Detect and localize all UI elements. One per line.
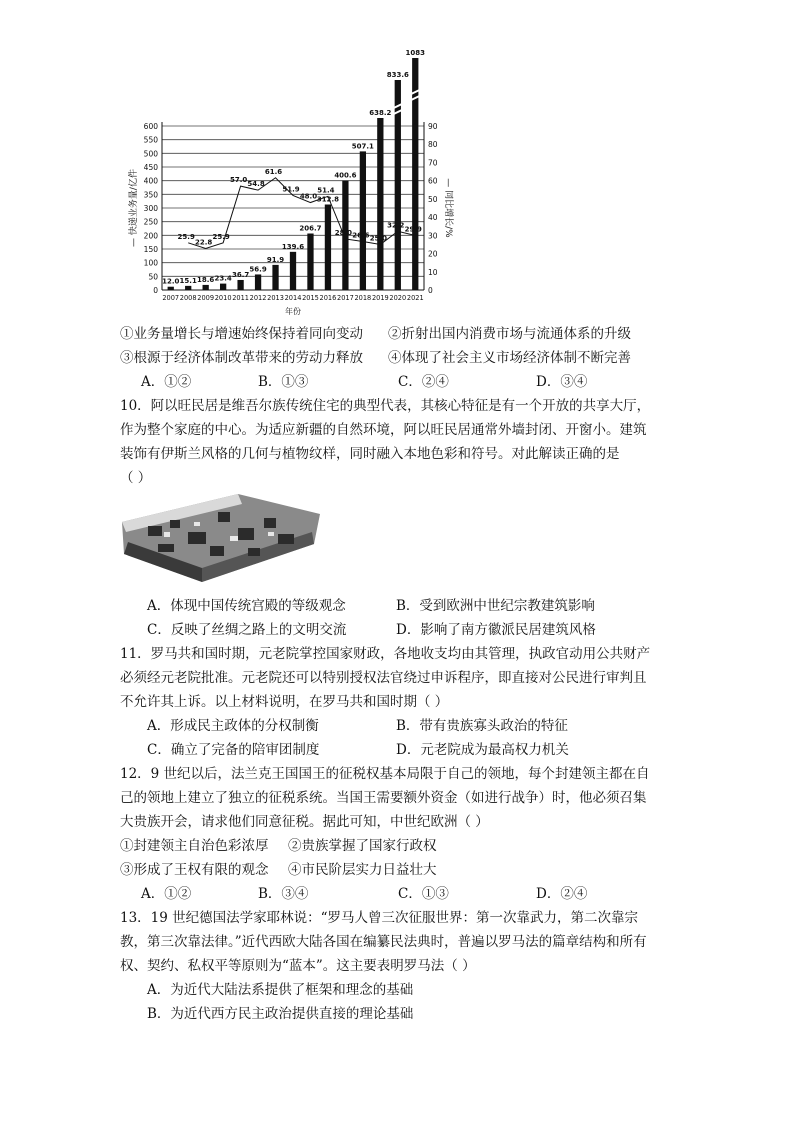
bar-value-label: 12.0 xyxy=(162,277,180,286)
left-tick-label: 400 xyxy=(143,176,158,186)
q12-item-1: ①封建领主自治色彩浓厚 xyxy=(120,838,269,854)
growth-value-label: 51.4 xyxy=(317,186,335,195)
q12-stem-line-2: 己的领地上建立了独立的征税系统。当国王需要额外资金（如进行战争）时，他必须召集 xyxy=(120,790,647,806)
growth-value-label: 26.6 xyxy=(352,231,370,240)
x-tick-label: 2019 xyxy=(371,294,389,302)
bar-2009 xyxy=(203,285,209,290)
growth-value-label: 29.9 xyxy=(404,225,422,234)
right-tick-label: 0 xyxy=(428,286,433,295)
bar-value-label: 91.9 xyxy=(266,255,285,264)
bar-value-label: 1083 xyxy=(405,49,426,57)
growth-value-label: 25.9 xyxy=(177,232,195,241)
bar-2013 xyxy=(272,265,278,290)
left-tick-label: 500 xyxy=(143,149,158,159)
q10-option-a[interactable]: A．体现中国传统宫殿的等级观念 xyxy=(147,598,346,614)
q10-option-d[interactable]: D．影响了南方徽派民居建筑风格 xyxy=(396,622,596,638)
bar-2014 xyxy=(290,252,296,290)
q9-option-b[interactable]: B．①③ xyxy=(258,374,309,390)
right-tick-label: 40 xyxy=(428,213,438,223)
x-tick-label: 2021 xyxy=(406,294,424,302)
x-tick-label: 2013 xyxy=(267,294,284,302)
bar-value-label: 56.9 xyxy=(249,265,267,274)
q11-stem-line-3: 不允许其上诉。以上材料说明，在罗马共和国时期（ ） xyxy=(120,694,449,710)
growth-value-label: 25.9 xyxy=(212,232,230,241)
growth-value-label: 61.6 xyxy=(264,167,283,176)
chart-bars xyxy=(168,58,420,290)
q12-item-3: ③形成了王权有限的观念 xyxy=(120,862,269,878)
q9-item-2: ②折射出国内消费市场与流通体系的升级 xyxy=(388,326,631,342)
x-tick-label: 2017 xyxy=(337,294,354,302)
q13-option-b[interactable]: B．为近代西方民主政治提供直接的理论基础 xyxy=(147,1006,414,1022)
growth-value-label: 25.0 xyxy=(369,234,387,243)
right-tick-label: 50 xyxy=(428,194,438,204)
right-tick-label: 30 xyxy=(428,231,438,241)
right-tick-label: 60 xyxy=(428,176,438,186)
bar-value-label: 23.4 xyxy=(214,274,232,283)
growth-value-label: 32.2 xyxy=(387,221,405,230)
growth-value-label: 51.9 xyxy=(282,185,300,194)
q10-stem-line-2: 作为整个家庭的中心。为适应新疆的自然环境，阿以旺民居通常外墙封闭、开窗小。建筑 xyxy=(120,422,647,438)
x-tick-label: 2014 xyxy=(284,294,302,302)
q10-option-c[interactable]: C．反映了丝绸之路上的文明交流 xyxy=(147,622,347,638)
q12-option-b[interactable]: B．③④ xyxy=(258,886,309,902)
x-tick-label: 2015 xyxy=(302,294,319,302)
left-tick-label: 200 xyxy=(143,231,158,241)
q13-stem-line-3: 权、契约、私权平等原则为“蓝本”。这主要表明罗马法（ ） xyxy=(120,958,476,974)
q12-item-2: ②贵族掌握了国家行政权 xyxy=(288,838,437,854)
x-tick-label: 2009 xyxy=(197,294,215,302)
bar-2016 xyxy=(325,205,331,290)
q12-option-a[interactable]: A．①② xyxy=(141,886,192,902)
q10-option-b[interactable]: B．受到欧洲中世纪宗教建筑影响 xyxy=(396,598,595,614)
bar-value-label: 206.7 xyxy=(299,224,322,233)
growth-value-label: 28.0 xyxy=(334,228,353,237)
bar-2007 xyxy=(168,287,174,290)
x-tick-label: 2012 xyxy=(249,294,267,302)
right-tick-label: 20 xyxy=(428,249,438,259)
express-volume-chart xyxy=(0,0,793,330)
right-tick-label: 10 xyxy=(428,267,438,277)
q13-stem-line-2: 教，第三次靠法律。”近代西欧大陆各国在编纂民法典时，普遍以罗马法的篇章结构和所有 xyxy=(120,934,647,950)
x-tick-label: 2016 xyxy=(319,294,337,302)
right-axis-title: — 同比增长/% xyxy=(443,178,453,238)
bar-2018 xyxy=(360,151,366,290)
bar-value-label: 507.1 xyxy=(351,142,374,151)
left-tick-label: 250 xyxy=(143,217,158,227)
left-tick-label: 350 xyxy=(143,190,158,200)
bar-2008 xyxy=(185,286,191,290)
bar-2015 xyxy=(307,234,313,290)
x-tick-label: 2020 xyxy=(389,294,407,302)
q10-stem-line-1: 10．阿以旺民居是维吾尔族传统住宅的典型代表，其核心特征是有一个开放的共享大厅， xyxy=(120,398,651,414)
q12-stem-line-3: 大贵族开会，请求他们同意征税。据此可知，中世纪欧洲（ ） xyxy=(120,814,489,830)
bar-value-label: 400.6 xyxy=(334,171,357,180)
q11-option-d[interactable]: D．元老院成为最高权力机关 xyxy=(396,742,569,758)
q13-stem-line-1: 13．19 世纪德国法学家耶林说：“罗马人曾三次征服世界：第一次靠武力，第二次靠宗 xyxy=(120,910,639,926)
q10-stem-line-3: 装饰有伊斯兰风格的几何与植物纹样，同时融入本地色彩和符号。对此解读正确的是 xyxy=(120,446,620,462)
q12-option-d[interactable]: D．②④ xyxy=(536,886,588,902)
q9-item-3: ③根源于经济体制改革带来的劳动力释放 xyxy=(120,350,363,366)
left-tick-label: 300 xyxy=(143,204,158,213)
x-tick-label: 2007 xyxy=(162,294,180,302)
x-tick-label: 2008 xyxy=(179,294,197,302)
bar-value-label: 638.2 xyxy=(369,109,392,117)
bar-2012 xyxy=(255,274,261,290)
x-tick-label: 2011 xyxy=(232,294,249,302)
q12-option-c[interactable]: C．①③ xyxy=(398,886,449,902)
bar-value-label: 18.6 xyxy=(197,275,215,284)
left-tick-label: 150 xyxy=(143,245,158,254)
x-tick-label: 2018 xyxy=(354,294,372,302)
right-tick-label: 70 xyxy=(428,158,438,168)
bar-2011 xyxy=(237,280,243,290)
q11-option-a[interactable]: A．形成民主政体的分权制衡 xyxy=(147,718,319,734)
q12-stem-line-1: 12．9 世纪以后，法兰克王国国王的征税权基本局限于自己的领地，每个封建领主都在自 xyxy=(120,766,650,782)
q11-stem-line-2: 必须经元老院批准。元老院还可以特别授权法官绕过申诉程序，即直接对公民进行审判且 xyxy=(120,670,647,686)
q9-option-a[interactable]: A．①② xyxy=(141,374,192,390)
aiwang-dwelling-photo xyxy=(118,492,324,584)
left-tick-label: 450 xyxy=(143,163,158,172)
bar-value-label: 312.8 xyxy=(316,195,340,204)
q9-item-1: ①业务量增长与增速始终保持着同向变动 xyxy=(120,326,363,342)
q9-option-d[interactable]: D．③④ xyxy=(536,374,588,390)
right-tick-label: 80 xyxy=(428,140,438,150)
x-tick-label: 2010 xyxy=(214,294,232,302)
bar-value-label: 833.6 xyxy=(386,71,409,79)
q10-stem-line-4: （ ） xyxy=(120,470,152,486)
q9-option-c[interactable]: C．②④ xyxy=(398,374,449,390)
left-tick-label: 100 xyxy=(143,258,158,268)
q11-stem-line-1: 11．罗马共和国时期，元老院掌控国家财政，各地收支均由其管理，执政官动用公共财产 xyxy=(120,646,651,662)
growth-value-label: 57.0 xyxy=(229,176,248,185)
left-tick-label: 0 xyxy=(153,286,158,295)
q11-option-c[interactable]: C．确立了完备的陪审团制度 xyxy=(147,742,320,758)
growth-value-label: 54.8 xyxy=(247,180,265,189)
bar-2019 xyxy=(377,118,383,290)
growth-value-label: 48.0 xyxy=(299,192,318,201)
left-axis-title: — 快递业务量/亿件 xyxy=(129,169,139,247)
bar-value-label: 15.1 xyxy=(179,276,197,285)
q11-option-b[interactable]: B．带有贵族寡头政治的特征 xyxy=(396,718,568,734)
bar-value-label: 36.7 xyxy=(231,270,250,279)
right-tick-label: 90 xyxy=(428,122,438,131)
q9-item-4: ④体现了社会主义市场经济体制不断完善 xyxy=(388,350,631,366)
bar-value-label: 139.6 xyxy=(281,242,305,251)
q12-item-4: ④市民阶层实力日益壮大 xyxy=(288,862,437,878)
left-tick-label: 50 xyxy=(148,272,158,282)
bar-2010 xyxy=(220,284,226,290)
left-tick-label: 600 xyxy=(143,122,158,131)
q13-option-a[interactable]: A．为近代大陆法系提供了框架和理念的基础 xyxy=(147,982,414,998)
x-axis-title: 年份 xyxy=(285,307,301,316)
growth-value-label: 22.8 xyxy=(195,238,213,247)
left-tick-label: 550 xyxy=(143,135,158,145)
